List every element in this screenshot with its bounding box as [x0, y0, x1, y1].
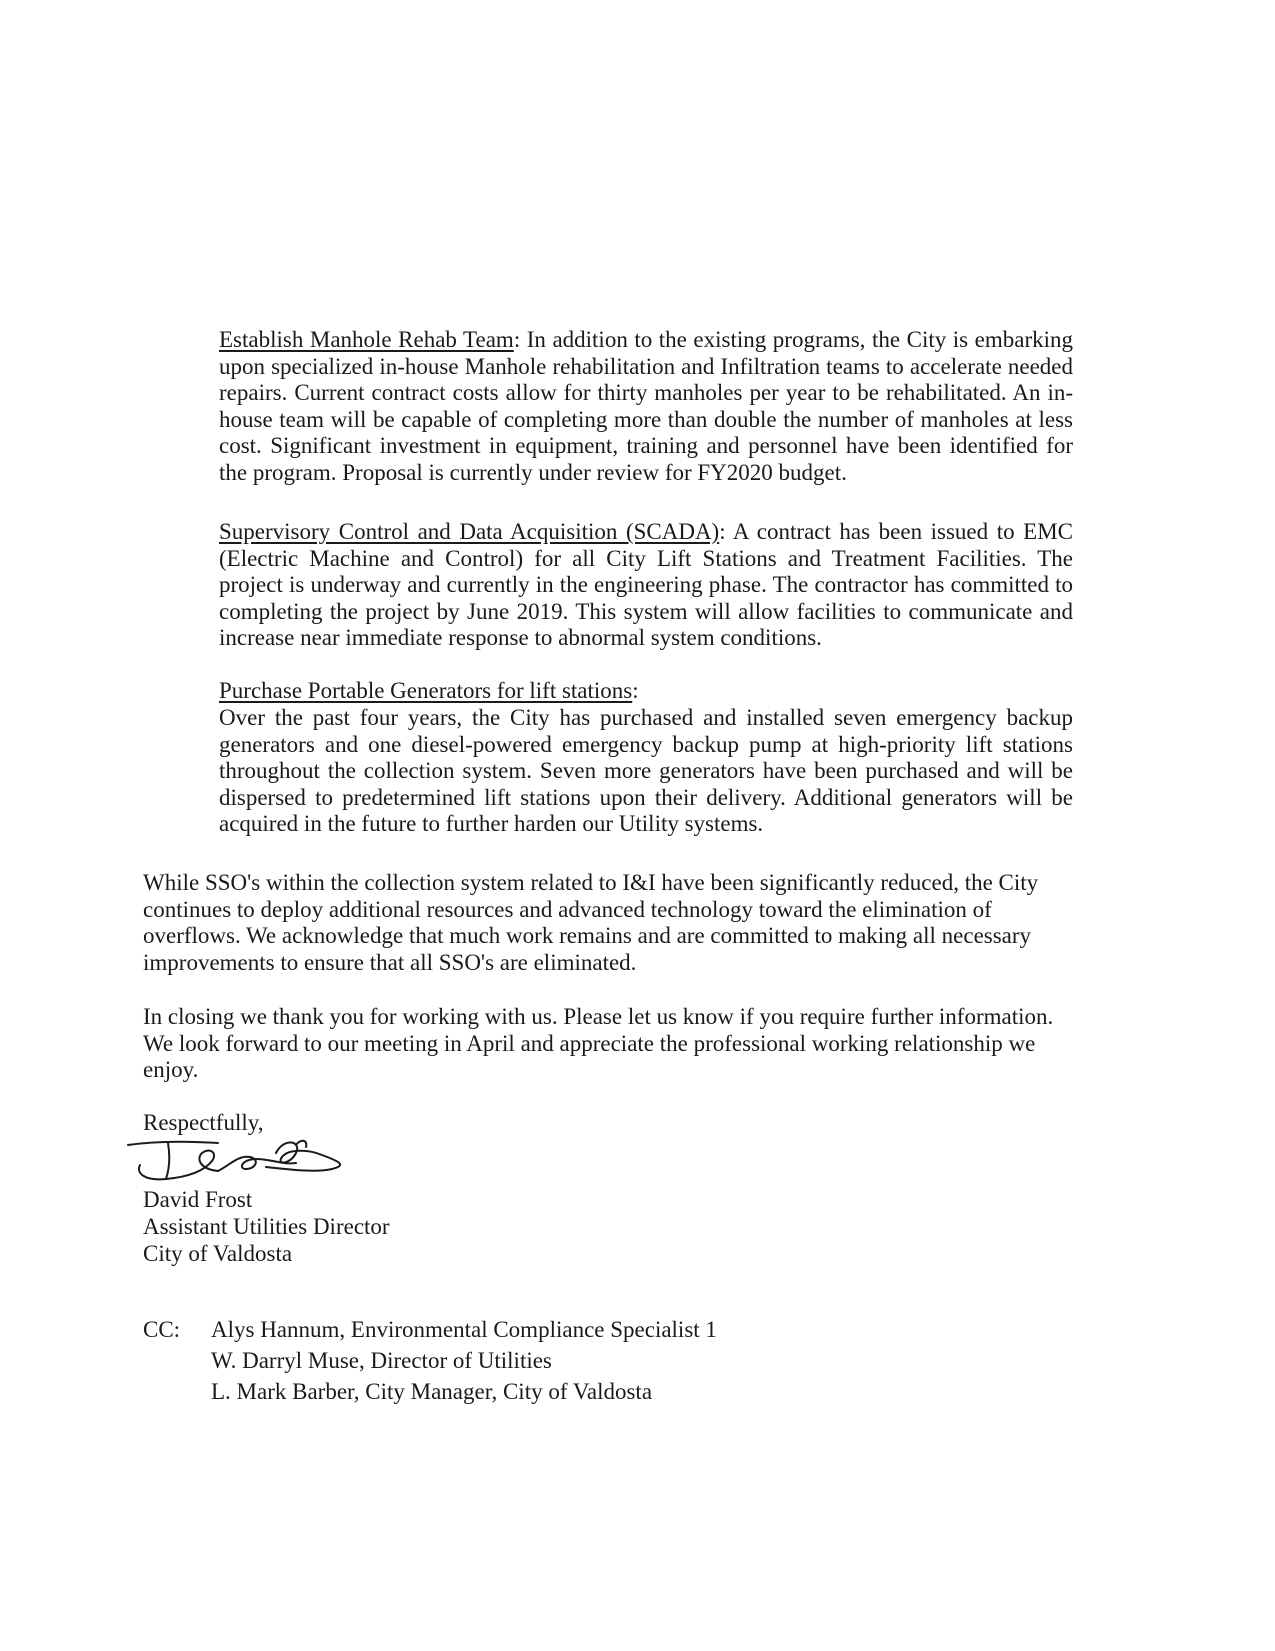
signer-organization: City of Valdosta [143, 1241, 293, 1266]
manhole-rehab-paragraph [219, 327, 1073, 486]
cc-recipient: Alys Hannum, Environmental Compliance Specialist 1 [211, 1317, 717, 1342]
signer-block [143, 1186, 390, 1267]
generators-heading-suffix: : [632, 678, 639, 703]
scada-paragraph [219, 519, 1073, 652]
cc-recipient: L. Mark Barber, City Manager, City of Valdosta [211, 1379, 653, 1404]
closing-salutation: Respectfully, [143, 1110, 264, 1135]
cc-recipient-list [211, 1314, 911, 1407]
manhole-rehab-body: : In addition to the existing programs, the City is embarking upon specialized in-house Manhole rehabilitation and Infiltration teams to accelerate needed repairs. Current contract costs allow for thirty manholes per year to be rehabilitated. An in-house team will be capable of completing more than double the number of manholes at less cost. Significant investment in equipment, training and personnel have been identified for the program. Proposal is currently under review for FY2020 budget. [219, 327, 1074, 485]
generators-body: Over the past four years, the City has purchased and installed seven emergency backup generators and one diesel-powered emergency backup pump at high-priority lift stations throughout the collection system. Seven more generators have been purchased and will be dispersed to predetermined lift stations upon their delivery. Additional generators will be acquired in the future to further harden our Utility systems. [219, 705, 1073, 836]
generators-heading: Purchase Portable Generators for lift stations [219, 678, 633, 703]
scada-heading: Supervisory Control and Data Acquisition (SCADA) [219, 519, 720, 544]
sso-paragraph: While SSO's within the collection system related to I&I have been significantly reduced, the City continues to deploy additional resources and advanced technology toward the elimination of overflows. We acknowledge that much work remains and are committed to making all necessary improvements to ensure that all SSO's are eliminated. [143, 870, 1039, 975]
scada-body: : A contract has been issued to EMC (Electric Machine and Control) for all City Lift Stations and Treatment Facilities. The project is underway and currently in the engineering phase. The contractor has committed to completing the project by June 2019. This system will allow facilities to communicate and increase near immediate response to abnormal system conditions. [219, 519, 1073, 650]
closing-paragraph: In closing we thank you for working with us. Please let us know if you require further information. We look forward to our meeting in April and appreciate the professional working relationship we enjoy. [143, 1004, 1054, 1082]
generators-heading-line [219, 678, 1073, 705]
cc-label: CC: [143, 1317, 181, 1342]
handwritten-signature [126, 1135, 356, 1185]
manhole-rehab-heading: Establish Manhole Rehab Team [219, 327, 514, 352]
cc-recipient: W. Darryl Muse, Director of Utilities [211, 1348, 552, 1373]
signer-name: David Frost [143, 1187, 253, 1212]
signer-title: Assistant Utilities Director [143, 1214, 390, 1239]
